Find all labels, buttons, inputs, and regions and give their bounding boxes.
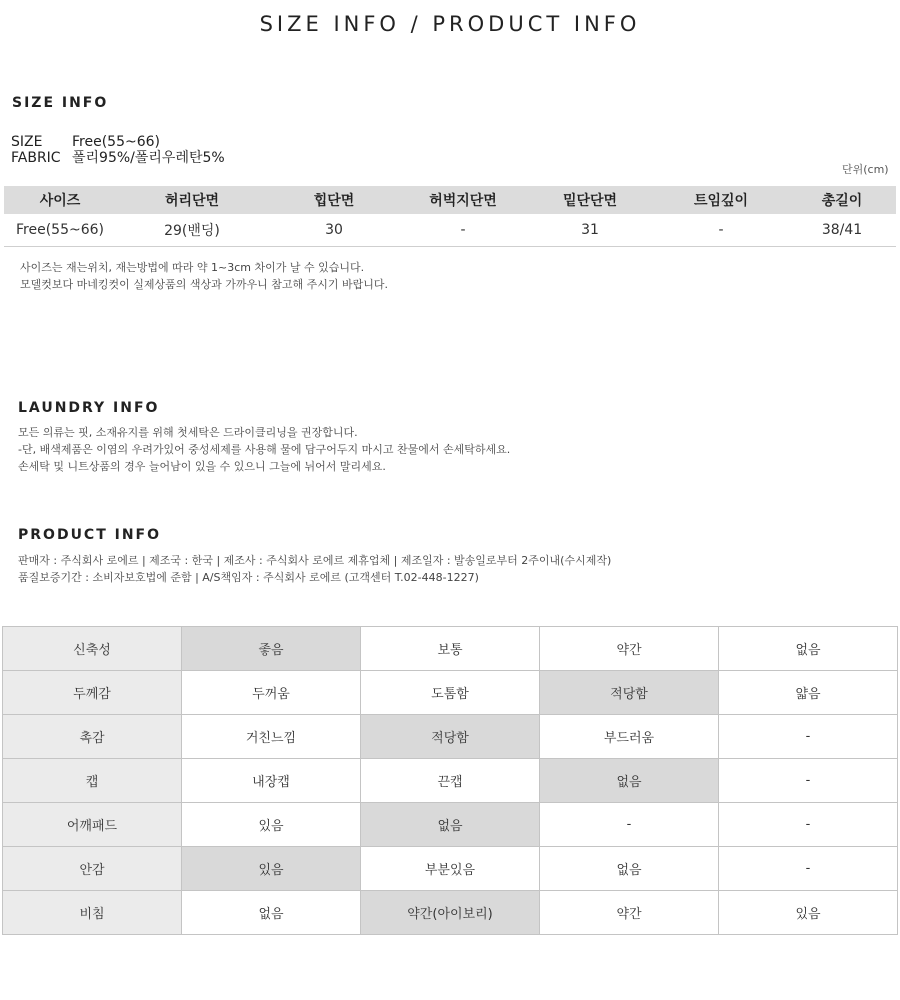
table-row: [3, 847, 898, 891]
fabric-value: 폴리95%/폴리우레탄5%: [72, 150, 225, 166]
size-label: SIZE: [11, 134, 43, 150]
option-cell: 없음: [719, 627, 898, 671]
option-cell: 없음: [182, 891, 361, 935]
size-header-cell: 허리단면: [116, 186, 268, 214]
laundry-info-heading: LAUNDRY INFO: [18, 400, 160, 416]
option-cell: -: [719, 847, 898, 891]
size-header-cell: 허벅지단면: [400, 186, 526, 214]
option-cell: 거친느낌: [182, 715, 361, 759]
selected-option-cell: 약간(아이보리): [361, 891, 540, 935]
attribute-label: 신축성: [3, 627, 182, 671]
table-row: [3, 627, 898, 671]
size-cell: Free(55~66): [4, 214, 116, 247]
laundry-line: 모든 의류는 핏, 소재유지를 위해 첫세탁은 드라이클리닝을 권장합니다.: [18, 426, 358, 439]
size-header-cell: 총길이: [788, 186, 896, 214]
size-cell: 38/41: [788, 214, 896, 247]
attribute-label: 두께감: [3, 671, 182, 715]
attribute-label: 비침: [3, 891, 182, 935]
laundry-line: 손세탁 및 니트상품의 경우 늘어남이 있을 수 있으니 그늘에 뉘어서 말리세요.: [18, 460, 386, 473]
selected-option-cell: 없음: [540, 759, 719, 803]
selected-option-cell: 있음: [182, 847, 361, 891]
size-cell: 29(밴딩): [116, 214, 268, 247]
table-row: [3, 891, 898, 935]
product-line: 판매자 : 주식회사 로에르 | 제조국 : 한국 | 제조사 : 주식회사 로에르 제휴업체 | 제조일자 : 발송일로부터 2주이내(수시제작): [18, 554, 612, 567]
attribute-label: 안감: [3, 847, 182, 891]
table-row: [3, 759, 898, 803]
option-cell: -: [719, 715, 898, 759]
option-cell: 내장캡: [182, 759, 361, 803]
attribute-label: 촉감: [3, 715, 182, 759]
product-line: 품질보증기간 : 소비자보호법에 준함 | A/S책임자 : 주식회사 로에르 (고객센터 T.02-448-1227): [18, 571, 479, 584]
product-notes: [18, 552, 611, 586]
size-header-cell: 트임깊이: [654, 186, 788, 214]
selected-option-cell: 좋음: [182, 627, 361, 671]
size-row: [11, 134, 225, 150]
selected-option-cell: 없음: [361, 803, 540, 847]
option-cell: 약간: [540, 627, 719, 671]
option-cell: 있음: [182, 803, 361, 847]
laundry-line: -단, 배색제품은 이염의 우려가있어 중성세제를 사용해 물에 담구어두지 마시고 찬물에서 손세탁하세요.: [18, 443, 511, 456]
table-row: [4, 214, 896, 247]
size-cell: -: [654, 214, 788, 247]
attribute-label: 캡: [3, 759, 182, 803]
page-title: SIZE INFO / PRODUCT INFO: [259, 12, 641, 36]
size-header-cell: 밑단단면: [526, 186, 654, 214]
table-row: [3, 803, 898, 847]
option-cell: -: [719, 759, 898, 803]
size-note: 사이즈는 재는위치, 재는방법에 따라 약 1~3cm 차이가 날 수 있습니다.: [20, 261, 365, 274]
size-info-heading: SIZE INFO: [12, 95, 109, 111]
option-cell: 있음: [719, 891, 898, 935]
attribute-label: 어깨패드: [3, 803, 182, 847]
size-header-cell: 힙단면: [268, 186, 400, 214]
option-cell: 없음: [540, 847, 719, 891]
size-cell: -: [400, 214, 526, 247]
size-cell: 30: [268, 214, 400, 247]
option-cell: -: [719, 803, 898, 847]
option-cell: 얇음: [719, 671, 898, 715]
option-cell: 약간: [540, 891, 719, 935]
option-cell: 보통: [361, 627, 540, 671]
size-spec: [11, 134, 225, 166]
product-info-heading: PRODUCT INFO: [18, 527, 162, 543]
size-notes: [20, 259, 388, 293]
option-cell: 부분있음: [361, 847, 540, 891]
selected-option-cell: 적당함: [540, 671, 719, 715]
table-row: [3, 671, 898, 715]
size-header-cell: 사이즈: [4, 186, 116, 214]
option-cell: 끈캡: [361, 759, 540, 803]
laundry-notes: [18, 424, 510, 475]
size-value: Free(55~66): [72, 134, 160, 150]
table-row: [3, 715, 898, 759]
option-cell: -: [540, 803, 719, 847]
size-table: [4, 186, 896, 247]
option-cell: 부드러움: [540, 715, 719, 759]
size-note: 모델컷보다 마네킹컷이 실제상품의 색상과 가까우니 참고해 주시기 바랍니다.: [20, 278, 389, 291]
quality-table: [2, 626, 898, 935]
option-cell: 두꺼움: [182, 671, 361, 715]
size-table-header: [4, 186, 896, 214]
fabric-row: [11, 150, 225, 166]
option-cell: 도톰함: [361, 671, 540, 715]
fabric-label: FABRIC: [11, 150, 61, 166]
selected-option-cell: 적당함: [361, 715, 540, 759]
unit-label: 단위(cm): [842, 163, 889, 176]
size-cell: 31: [526, 214, 654, 247]
